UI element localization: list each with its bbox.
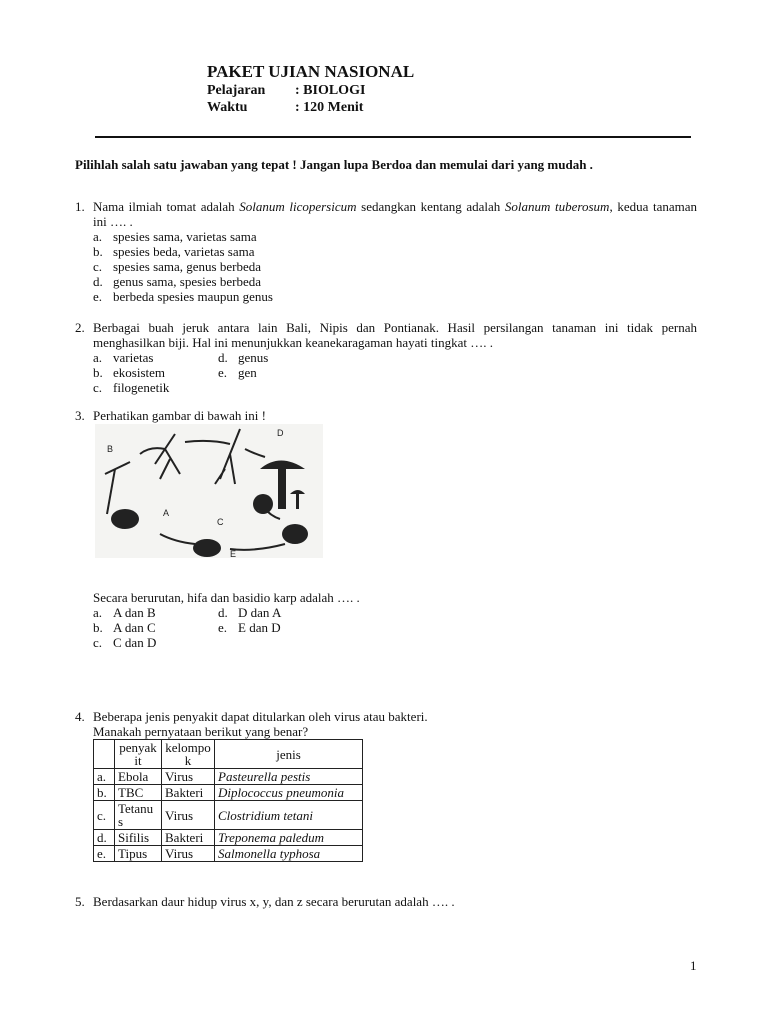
- header-divider: [95, 136, 691, 138]
- option-b: b. spesies beda, varietas sama: [93, 244, 255, 259]
- fungus-life-cycle-figure: [95, 424, 323, 558]
- question-text: Berdasarkan daur hidup virus x, y, dan z secara berurutan adalah …. .: [93, 894, 455, 909]
- exam-title: PAKET UJIAN NASIONAL: [207, 62, 415, 81]
- question-number: 5.: [75, 894, 85, 909]
- time-value: : 120 Menit: [295, 100, 364, 115]
- question-4: [75, 709, 697, 862]
- label-d: D: [277, 428, 284, 438]
- options: a. varietas d. genus b. ekosistem e. gen c. filogenetik: [93, 350, 269, 395]
- question-number: 2.: [75, 320, 85, 335]
- subject-value: : BIOLOGI: [295, 83, 366, 98]
- question-2: [75, 320, 697, 395]
- question-text: Perhatikan gambar di bawah ini !: [93, 408, 266, 423]
- disease-table: penyak it kelompo k jenis a. Ebola Virus Pasteurella pestis b. TBC Bakteri Diplococcus pneumonia c. Tetanu s Virus Clostridium tetani d. Sifilis Bakteri Treponema paledum e. Tipus Virus Salmonella typhosa: [93, 739, 363, 862]
- table-row: c. Tetanu s Virus Clostridium tetani: [94, 801, 363, 830]
- instruction: Pilihlah salah satu jawaban yang tepat ! Jangan lupa Berdoa dan memulai dari yang mudah .: [75, 157, 593, 172]
- table-row: e. Tipus Virus Salmonella typhosa: [94, 846, 363, 862]
- table-row: b. TBC Bakteri Diplococcus pneumonia: [94, 785, 363, 801]
- question-text: Berbagai buah jeruk antara lain Bali, Nipis dan Pontianak. Hasil persilangan tanaman ini tidak pernah menghasilkan biji. Hal ini menunjukkan keanekaragaman hayati tingkat …. .: [93, 320, 697, 350]
- label-b: B: [107, 444, 114, 454]
- label-e: E: [230, 549, 237, 558]
- question-text-2: Manakah pernyataan berikut yang benar?: [93, 724, 309, 739]
- page-number: 1: [690, 958, 697, 973]
- option-c: c. spesies sama, genus berbeda: [93, 259, 262, 274]
- question-1: [75, 199, 697, 304]
- option-d: d. genus sama, spesies berbeda: [93, 274, 262, 289]
- question-3-options: Secara berurutan, hifa dan basidio karp adalah …. . a. A dan B d. D dan A b. A dan C e. E dan D c. C dan D: [75, 590, 697, 650]
- table-row: a. Ebola Virus Pasteurella pestis: [94, 769, 363, 785]
- label-c: C: [217, 517, 224, 527]
- question-number: 4.: [75, 709, 85, 724]
- label-a: A: [163, 508, 170, 518]
- time-label: Waktu: [207, 100, 248, 115]
- question-number: 3.: [75, 408, 85, 423]
- question-text: Nama ilmiah tomat adalah Solanum licopersicum sedangkan kentang adalah Solanum tuberosum, kedua tanaman ini …. .: [93, 199, 698, 229]
- question-number: 1.: [75, 199, 85, 214]
- question-3: [75, 408, 697, 423]
- question-5: [75, 894, 697, 909]
- table-row: d. Sifilis Bakteri Treponema paledum: [94, 830, 363, 846]
- question-text: Beberapa jenis penyakit dapat ditularkan oleh virus atau bakteri.: [93, 709, 428, 724]
- subject-label: Pelajaran: [207, 83, 266, 98]
- question-text: Secara berurutan, hifa dan basidio karp adalah …. .: [93, 590, 360, 605]
- option-e: e. berbeda spesies maupun genus: [93, 289, 273, 304]
- option-a: a. spesies sama, varietas sama: [93, 229, 257, 244]
